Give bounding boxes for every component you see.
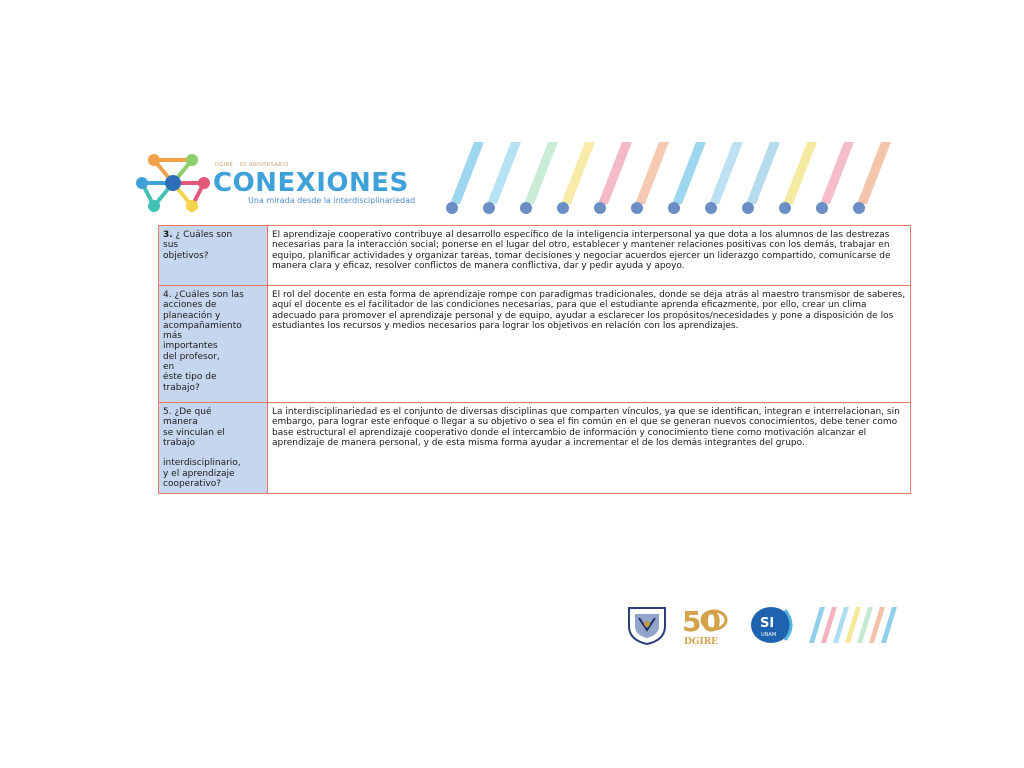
answer-cell: El rol del docente en esta forma de aprendizaje rompe con paradigmas tradicionales, donde se deja atrás al maestro transmisor de saberes, aquí el docente es el facilitador de las condiciones necesarias, para que el estudiante aprenda eficazmente, por ello, crear un clima adecuado para promover el aprendizaje personal y de equipo, ayudar a esclarecer los propósitos/necesidades y pone a disposición de los estudiantes los recursos y medios necesarios para lograr los objetivos en relación con los aprendizajes.	[268, 286, 911, 403]
stripe-dot	[853, 202, 865, 214]
question-cell	[159, 226, 268, 286]
stripe-dot	[557, 202, 569, 214]
question-cell	[159, 286, 268, 403]
stripe	[857, 142, 891, 204]
question-number: 4.	[163, 290, 172, 300]
badge-50-number: 50	[682, 605, 721, 638]
mini-stripe	[845, 607, 861, 643]
stripe	[561, 142, 595, 204]
mini-stripe	[869, 607, 885, 643]
molecule-logo-icon	[136, 150, 210, 216]
question-text: ¿De qué manera se vinculan el trabajo interdisciplinario, y el aprendizaje cooperativo?	[163, 407, 241, 490]
mini-stripe	[857, 607, 873, 643]
si-unam-logo-icon	[745, 604, 799, 646]
stripe-dot	[594, 202, 606, 214]
stripe	[598, 142, 632, 204]
brand-small-text: DGIRE · 50 ANIVERSARIO	[215, 162, 289, 168]
stripe	[820, 142, 854, 204]
mini-stripe	[881, 607, 897, 643]
stripe-dot	[742, 202, 754, 214]
stripe-dot	[631, 202, 643, 214]
decorative-stripes	[440, 140, 910, 220]
footer-logos	[620, 600, 910, 650]
stripe	[672, 142, 706, 204]
stripe	[635, 142, 669, 204]
answer-cell: El aprendizaje cooperativo contribuye al desarrollo específico de la inteligencia interpersonal ya que dota a los alumnos de las destrezas necesarias para la interacción social; ponerse en el lugar del otro, establecer y mantener relaciones positivas con los demás, trabajar en equipo, planificar actividades y organizar tareas, tomar decisiones y negociar acuerdos ejercer un liderazgo compartido, comunicarse de manera clara y eficaz, resolver conflictos de manera conflictiva, dar y pedir ayuda y apoyo.	[268, 226, 911, 286]
stripe-dot	[705, 202, 717, 214]
si-text: SI	[760, 616, 775, 631]
question-text: ¿Cuáles son las acciones de planeación y acompañamiento más importantes del profesor, en éste tipo de trabajo?	[163, 290, 244, 393]
question-text: ¿ Cuáles son sus objetivos?	[163, 230, 233, 261]
table-row	[159, 403, 911, 494]
stripe-dot	[446, 202, 458, 214]
stripe-dot	[483, 202, 495, 214]
stripe-dot	[520, 202, 532, 214]
stripe	[450, 142, 484, 204]
stripe	[783, 142, 817, 204]
unam-seal-icon	[625, 604, 669, 646]
question-cell	[159, 403, 268, 494]
stripe-dot	[668, 202, 680, 214]
stripe	[709, 142, 743, 204]
question-number: 5.	[163, 407, 172, 417]
decorative-mini-stripes	[807, 603, 899, 647]
stripe-dot	[779, 202, 791, 214]
mini-stripe	[833, 607, 849, 643]
qa-table	[158, 225, 911, 494]
badge-org: DGIRE	[684, 637, 719, 647]
stripe	[746, 142, 780, 204]
stripe-dot	[816, 202, 828, 214]
question-number: 3.	[163, 230, 173, 240]
answer-cell: La interdisciplinariedad es el conjunto de diversas disciplinas que comparten vínculos, ya que se identifican, integran e interrelacionan, sin embargo, para lograr este enfoque o llegar a su objetivo o sea el fin común en el que se generan nuevos conocimientos, debe tener como base estructural el aprendizaje cooperativo donde el intercambio de información y conocimiento tiene como motivación alcanzar el aprendizaje de manera personal, y de esta misma forma ayudar a incrementar el de los demás integrantes del grupo.	[268, 403, 911, 494]
stripe	[524, 142, 558, 204]
table-row	[159, 226, 911, 286]
si-subtext: UNAM	[761, 632, 777, 638]
mini-stripe	[809, 607, 825, 643]
table-row	[159, 286, 911, 403]
stripe	[487, 142, 521, 204]
page-header	[0, 0, 1024, 230]
brand-title: CONEXIONES	[213, 168, 409, 198]
brand-subtitle: Una mirada desde la interdisciplinariedad	[248, 196, 416, 205]
dgire-50-badge-icon	[678, 603, 734, 647]
mini-stripe	[821, 607, 837, 643]
